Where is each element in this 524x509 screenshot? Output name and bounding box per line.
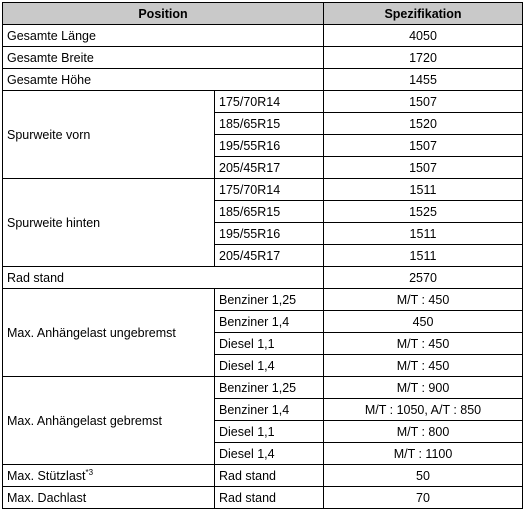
row-label-anh-ungebremst: Max. Anhängelast ungebremst (3, 289, 215, 377)
row-value: M/T : 450 (324, 355, 523, 377)
row-sub-label: Diesel 1,4 (215, 355, 324, 377)
table-row (3, 179, 523, 201)
row-label-spur-hinten: Spurweite hinten (3, 179, 215, 267)
row-value: M/T : 450 (324, 333, 523, 355)
row-label-radstand: Rad stand (3, 267, 324, 289)
row-value-stuetzlast: 50 (324, 465, 523, 487)
footnote-marker: *3 (85, 467, 94, 477)
row-sub-label: 175/70R14 (215, 179, 324, 201)
row-sub-label: Benziner 1,25 (215, 289, 324, 311)
table-row (3, 487, 523, 509)
row-value-breite: 1720 (324, 47, 523, 69)
row-value: M/T : 900 (324, 377, 523, 399)
header-position: Position (3, 3, 324, 25)
table-row (3, 47, 523, 69)
row-value: 1507 (324, 135, 523, 157)
row-value: 450 (324, 311, 523, 333)
row-value: 1511 (324, 223, 523, 245)
row-value: 1511 (324, 245, 523, 267)
row-sub-label: Diesel 1,4 (215, 443, 324, 465)
table-row (3, 289, 523, 311)
row-sub-label: 185/65R15 (215, 201, 324, 223)
table-row (3, 377, 523, 399)
row-value-hoehe: 1455 (324, 69, 523, 91)
row-sub-label: Diesel 1,1 (215, 333, 324, 355)
table-header-row (3, 3, 523, 25)
row-value: 1511 (324, 179, 523, 201)
table-row (3, 69, 523, 91)
row-label-spur-vorn: Spurweite vorn (3, 91, 215, 179)
row-value: M/T : 1100 (324, 443, 523, 465)
row-sub-label: Benziner 1,4 (215, 311, 324, 333)
row-sub-label: Benziner 1,4 (215, 399, 324, 421)
stuetzlast-label-text: Max. Stützlast (7, 468, 86, 483)
row-label-anh-gebremst: Max. Anhängelast gebremst (3, 377, 215, 465)
row-sub-label: 195/55R16 (215, 135, 324, 157)
row-value: M/T : 1050, A/T : 850 (324, 399, 523, 421)
row-value: 1525 (324, 201, 523, 223)
table-row (3, 465, 523, 487)
row-value-laenge: 4050 (324, 25, 523, 47)
row-sub-label: Diesel 1,1 (215, 421, 324, 443)
row-value: 1507 (324, 91, 523, 113)
row-sub-label: 185/65R15 (215, 113, 324, 135)
row-label-hoehe: Gesamte Höhe (3, 69, 324, 91)
spec-table (2, 2, 523, 509)
header-spec: Spezifikation (324, 3, 523, 25)
row-value: 1520 (324, 113, 523, 135)
row-value: M/T : 800 (324, 421, 523, 443)
row-label-dachlast: Max. Dachlast (3, 487, 215, 509)
row-label-breite: Gesamte Breite (3, 47, 324, 69)
row-value-dachlast: 70 (324, 487, 523, 509)
row-sub-label: 205/45R17 (215, 157, 324, 179)
row-value: 1507 (324, 157, 523, 179)
row-label-laenge: Gesamte Länge (3, 25, 324, 47)
row-label-stuetzlast (3, 465, 215, 487)
table-row (3, 25, 523, 47)
table-row (3, 267, 523, 289)
row-sub-label: Rad stand (215, 487, 324, 509)
row-sub-label: Benziner 1,25 (215, 377, 324, 399)
row-value-radstand: 2570 (324, 267, 523, 289)
row-sub-label: 175/70R14 (215, 91, 324, 113)
row-sub-label: 205/45R17 (215, 245, 324, 267)
row-sub-label: 195/55R16 (215, 223, 324, 245)
row-sub-label: Rad stand (215, 465, 324, 487)
table-row (3, 91, 523, 113)
row-value: M/T : 450 (324, 289, 523, 311)
